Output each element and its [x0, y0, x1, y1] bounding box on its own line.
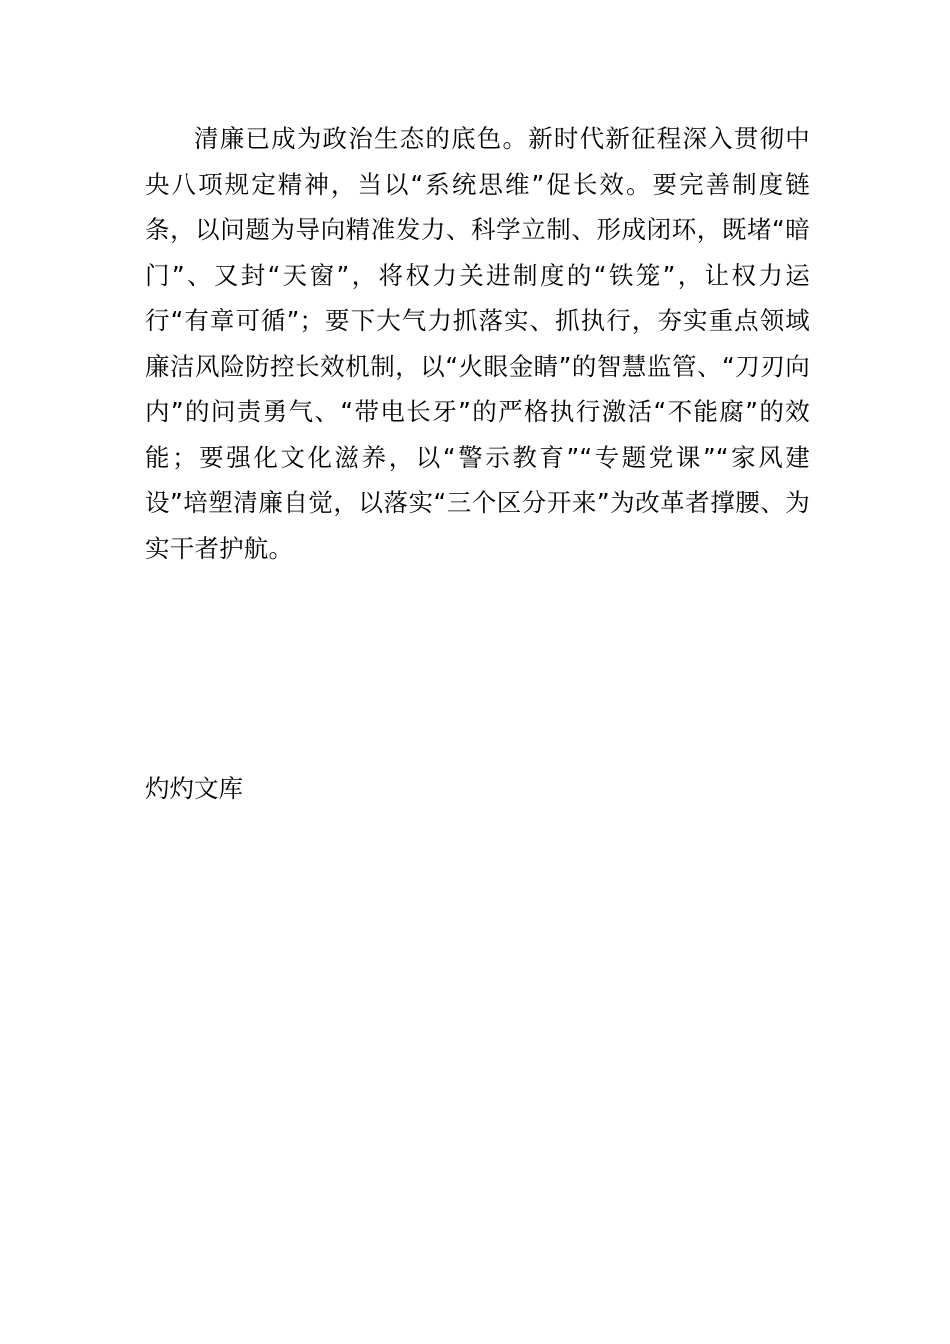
body-paragraph: 清廉已成为政治生态的底色。新时代新征程深入贯彻中央八项规定精神，当以“系统思维”促长效。要完善制度链条，以问题为导向精准发力、科学立制、形成闭环，既堵“暗门”、又封“天窗”，将权力关进制度的“铁笼”，让权力运行“有章可循”；要下大气力抓落实、抓执行，夯实重点领域廉洁风险防控长效机制，以“火眼金睛”的智慧监管、“刀刃向内”的问责勇气、“带电长牙”的严格执行激活“不能腐”的效能；要强化文化滋养，以“警示教育”“专题党课”“家风建设”培塑清廉自觉，以落实“三个区分开来”为改革者撑腰、为实干者护航。: [145, 124, 810, 563]
source-label: 灼灼文库: [145, 774, 243, 803]
